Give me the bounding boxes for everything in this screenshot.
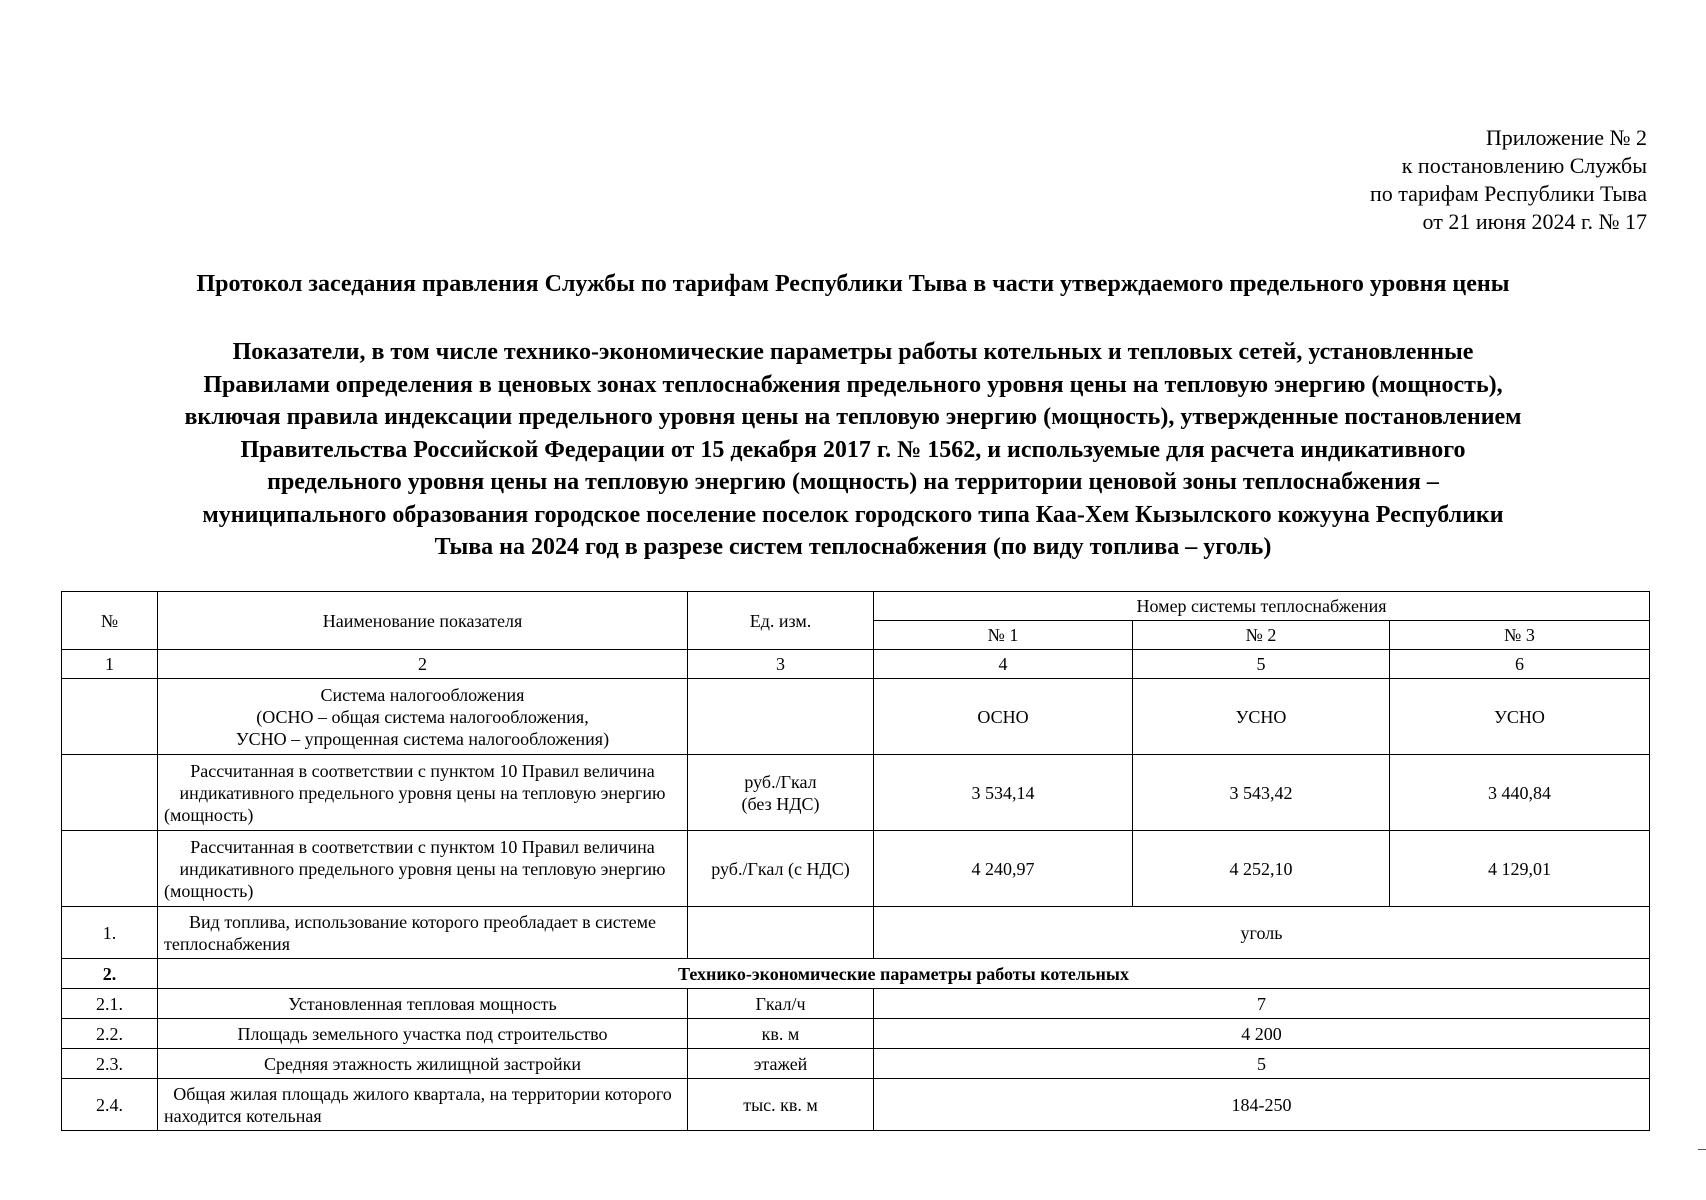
heading-line: муниципального образования городское поселение поселок городского типа Каа-Хем Кызылского кожууна Республики — [202, 501, 1504, 528]
heading-line: Показатели, в том числе технико-экономические параметры работы котельных и тепловых сетей, установленные — [232, 339, 1474, 365]
fuel-row-number: 1. — [62, 907, 158, 959]
header-system-2: № 2 — [1133, 621, 1390, 650]
unit-cell — [688, 907, 874, 959]
indicator-value: 7 — [874, 989, 1650, 1019]
header-system-1: № 1 — [874, 621, 1133, 650]
price-no-vat-value-3: 3 440,84 — [1390, 755, 1650, 831]
indicator-name: Установленная тепловая мощность — [158, 989, 688, 1019]
row-number-cell — [62, 755, 158, 831]
unit-line: руб./Гкал — [744, 771, 817, 792]
row-number-cell — [62, 831, 158, 907]
header-unit: Ед. изм. — [688, 592, 874, 650]
table-row-tax-system — [62, 679, 1650, 755]
tax-system-name-line: (ОСНО – общая система налогообложения, — [256, 706, 589, 727]
tax-system-value-1: ОСНО — [874, 679, 1133, 755]
table-section-2 — [62, 959, 1650, 989]
indicator-unit: Гкал/ч — [688, 989, 874, 1019]
fuel-type-name: Вид топлива, использование которого преобладает в системе теплоснабжения — [158, 907, 688, 959]
indicator-unit: тыс. кв. м — [688, 1079, 874, 1131]
appendix-line: по тарифам Республики Тыва — [1370, 181, 1647, 206]
appendix-line: к постановлению Службы — [1401, 153, 1647, 178]
tax-system-value-3: УСНО — [1390, 679, 1650, 755]
section-2-number: 2. — [62, 959, 158, 989]
indicator-name: Средняя этажность жилищной застройки — [158, 1049, 688, 1079]
price-vat-value-2: 4 252,10 — [1133, 831, 1390, 907]
indicator-value: 5 — [874, 1049, 1650, 1079]
indicator-value: 184-250 — [874, 1079, 1650, 1131]
heading-line: включая правила индексации предельного уровня цены на тепловую энергию (мощность), утвержденные постановлением — [184, 404, 1522, 430]
price-no-vat-value-2: 3 543,42 — [1133, 755, 1390, 831]
protocol-title: Протокол заседания правления Службы по тарифам Республики Тыва в части утверждаемого предельного уровня цены — [196, 271, 1510, 297]
table-row — [62, 989, 1650, 1019]
tax-system-name-line: Система налогообложения — [320, 684, 525, 705]
row-number: 2.1. — [62, 989, 158, 1019]
indicator-unit: этажей — [688, 1049, 874, 1079]
tax-system-name — [158, 679, 688, 755]
appendix-reference — [1167, 124, 1647, 236]
fuel-type-value: уголь — [874, 907, 1650, 959]
scan-edge-mark — [1698, 1149, 1706, 1150]
price-no-vat-value-1: 3 534,14 — [874, 755, 1133, 831]
indicator-name: Площадь земельного участка под строительство — [158, 1019, 688, 1049]
price-vat-value-3: 4 129,01 — [1390, 831, 1650, 907]
header-system-3: № 3 — [1390, 621, 1650, 650]
header-systems-group: Номер системы теплоснабжения — [874, 592, 1650, 621]
column-number: 4 — [874, 650, 1133, 679]
indicator-name: Общая жилая площадь жилого квартала, на территории которого находится котельная — [158, 1079, 688, 1131]
indicators-table — [61, 591, 1650, 1131]
appendix-line: Приложение № 2 — [1485, 125, 1647, 150]
column-numbers-row — [62, 650, 1650, 679]
header-indicator-name: Наименование показателя — [158, 592, 688, 650]
row-number: 2.4. — [62, 1079, 158, 1131]
indicator-unit: кв. м — [688, 1019, 874, 1049]
table-row — [62, 1079, 1650, 1131]
heading-line: Правилами определения в ценовых зонах теплоснабжения предельного уровня цены на тепловую энергию (мощность), — [203, 371, 1503, 398]
tax-system-name-line: УСНО – упрощенная система налогообложения) — [235, 728, 610, 749]
table-header-row — [62, 592, 1650, 621]
price-vat-name: Рассчитанная в соответствии с пунктом 10 Правил величина индикативного предельного уровня цены на тепловую энергию (мощность) — [158, 831, 688, 907]
column-number: 5 — [1133, 650, 1390, 679]
row-number: 2.3. — [62, 1049, 158, 1079]
unit-line: (без НДС) — [741, 793, 820, 814]
row-number-cell — [62, 679, 158, 755]
unit-cell — [688, 679, 874, 755]
table-row — [62, 1019, 1650, 1049]
tax-system-value-2: УСНО — [1133, 679, 1390, 755]
section-2-title: Технико-экономические параметры работы котельных — [158, 959, 1650, 989]
column-number: 1 — [62, 650, 158, 679]
appendix-line: от 21 июня 2024 г. № 17 — [1422, 209, 1647, 234]
row-number: 2.2. — [62, 1019, 158, 1049]
heading-line: Правительства Российской Федерации от 15 декабря 2017 г. № 1562, и используемые для расчета индикативного — [240, 436, 1466, 463]
price-no-vat-unit — [688, 755, 874, 831]
price-vat-value-1: 4 240,97 — [874, 831, 1133, 907]
header-number: № — [62, 592, 158, 650]
column-number: 6 — [1390, 650, 1650, 679]
table-row-price-no-vat — [62, 755, 1650, 831]
document-heading — [40, 336, 1666, 564]
column-number: 3 — [688, 650, 874, 679]
heading-line: Тыва на 2024 год в разрезе систем теплоснабжения (по виду топлива – уголь) — [434, 534, 1272, 560]
price-vat-unit: руб./Гкал (с НДС) — [688, 831, 874, 907]
indicator-value: 4 200 — [874, 1019, 1650, 1049]
price-no-vat-name: Рассчитанная в соответствии с пунктом 10 Правил величина индикативного предельного уровня цены на тепловую энергию (мощность) — [158, 755, 688, 831]
table-row — [62, 1049, 1650, 1079]
column-number: 2 — [158, 650, 688, 679]
heading-line: предельного уровня цены на тепловую энергию (мощность) на территории ценовой зоны теплоснабжения – — [267, 469, 1439, 495]
table-row-fuel-type — [62, 907, 1650, 959]
table-row-price-vat — [62, 831, 1650, 907]
